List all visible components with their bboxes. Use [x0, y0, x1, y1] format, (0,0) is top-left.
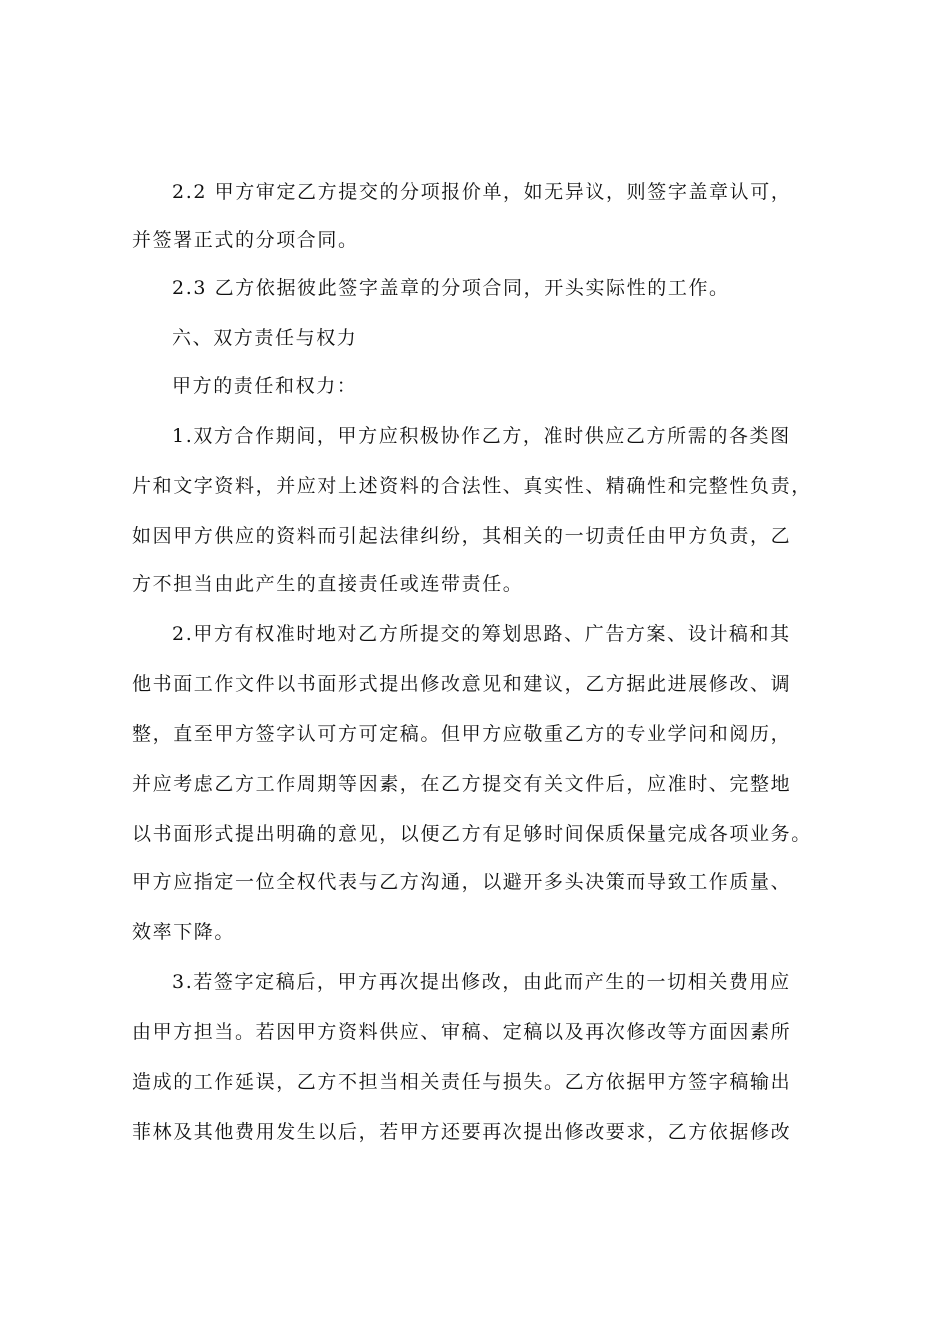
subsection-heading: 甲方的责任和权力： [172, 375, 358, 397]
text-line: 他书面工作文件以书面形式提出修改意见和建议，乙方据此进展修改、调 [132, 673, 792, 695]
text-line-item-2: 2.甲方有权准时地对乙方所提交的筹划思路、广告方案、设计稿和其 [172, 623, 791, 645]
text-line: 造成的工作延误，乙方不担当相关责任与损失。乙方依据甲方签字稿输出 [132, 1071, 792, 1093]
text-line: 菲林及其他费用发生以后，若甲方还要再次提出修改要求，乙方依据修改 [132, 1121, 792, 1143]
text-line: 并应考虑乙方工作周期等因素，在乙方提交有关文件后，应准时、完整地 [132, 773, 792, 795]
text-line: 并签署正式的分项合同。 [132, 229, 359, 251]
text-line: 片和文字资料，并应对上述资料的合法性、真实性、精确性和完整性负责， [132, 475, 812, 497]
text-line: 整，直至甲方签字认可方可定稿。但甲方应敬重乙方的专业学问和阅历， [132, 723, 792, 745]
text-line: 方不担当由此产生的直接责任或连带责任。 [132, 573, 524, 595]
text-line: 甲方应指定一位全权代表与乙方沟通，以避开多头决策而导致工作质量、 [132, 871, 792, 893]
text-line-clause-2-3: 2.3 乙方依据彼此签字盖章的分项合同，开头实际性的工作。 [172, 277, 730, 299]
text-line: 由甲方担当。若因甲方资料供应、审稿、定稿以及再次修改等方面因素所 [132, 1021, 792, 1043]
text-line: 如因甲方供应的资料而引起法律纠纷，其相关的一切责任由甲方负责，乙 [132, 525, 792, 547]
text-line-item-3: 3.若签字定稿后，甲方再次提出修改，由此而产生的一切相关费用应 [172, 971, 791, 993]
text-line-item-1: 1.双方合作期间，甲方应积极协作乙方，准时供应乙方所需的各类图 [172, 425, 791, 447]
text-line: 效率下降。 [132, 921, 236, 943]
text-line-clause-2-2: 2.2 甲方审定乙方提交的分项报价单，如无异议，则签字盖章认可， [172, 181, 792, 203]
text-line: 以书面形式提出明确的意见，以便乙方有足够时间保质保量完成各项业务。 [132, 823, 812, 845]
section-heading: 六、双方责任与权力 [172, 327, 358, 349]
